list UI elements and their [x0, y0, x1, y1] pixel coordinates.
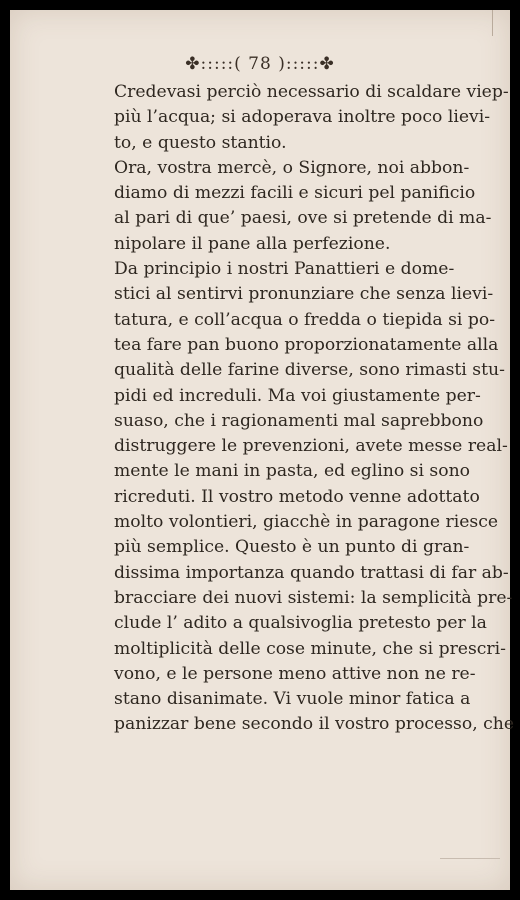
text-line: Da principio i nostri Panattieri e dome-	[114, 259, 455, 280]
text-line: dissima importanza quando trattasi di far ab-	[114, 562, 509, 583]
text-line: vono, e le persone meno attive non ne re-	[114, 663, 476, 684]
text-line: stano disanimate. Vi vuole minor fatica a	[114, 689, 471, 710]
text-line: diamo di mezzi facili e sicuri pel panificio	[114, 183, 476, 204]
text-line: nipolare il pane alla perfezione.	[114, 233, 391, 254]
text-line: bracciare dei nuovi sistemi: la semplicità pre-	[114, 587, 513, 608]
text-line: molto volontieri, giacchè in paragone riesce	[114, 512, 499, 533]
paper-mark	[440, 858, 500, 859]
text-line: al pari di que’ paesi, ove si pretende di ma-	[114, 208, 492, 229]
text-line: tea fare pan buono proporzionatamente alla	[114, 334, 499, 355]
text-line: qualità delle farine diverse, sono rimasti stu-	[114, 360, 505, 381]
text-line: moltiplicità delle cose minute, che si prescri-	[114, 638, 506, 659]
text-line: Credevasi perciò necessario di scaldare viep-	[114, 82, 509, 102]
book-page	[10, 10, 514, 890]
text-line: suaso, che i ragionamenti mal saprebbono	[114, 410, 484, 431]
text-line: clude l’ adito a qualsivoglia pretesto per la	[114, 613, 487, 634]
text-line: pidi ed increduli. Ma voi giustamente per-	[114, 385, 481, 406]
text-line: Ora, vostra mercè, o Signore, noi abbon-	[114, 157, 470, 178]
text-line: mente le mani in pasta, ed eglino si sono	[114, 461, 471, 482]
text-line: tatura, e coll’acqua o fredda o tiepida si po-	[114, 309, 496, 330]
text-line: ricreduti. Il vostro metodo venne adottato	[114, 486, 480, 507]
text-line: più semplice. Questo è un punto di gran-	[114, 537, 470, 558]
body-text	[114, 80, 514, 738]
page-crease	[490, 10, 493, 36]
text-line: più l’acqua; si adoperava inoltre poco lievi-	[114, 107, 491, 128]
text-line: panizzar bene secondo il vostro processo, che	[114, 714, 514, 735]
text-line: stici al sentirvi pronunziare che senza lievi-	[114, 284, 494, 305]
text-line: to, e questo stantio.	[114, 132, 287, 153]
text-line: distruggere le prevenzioni, avete messe real-	[114, 436, 508, 457]
page-header: ✤:::::( 78 ):::::✤	[185, 54, 335, 74]
